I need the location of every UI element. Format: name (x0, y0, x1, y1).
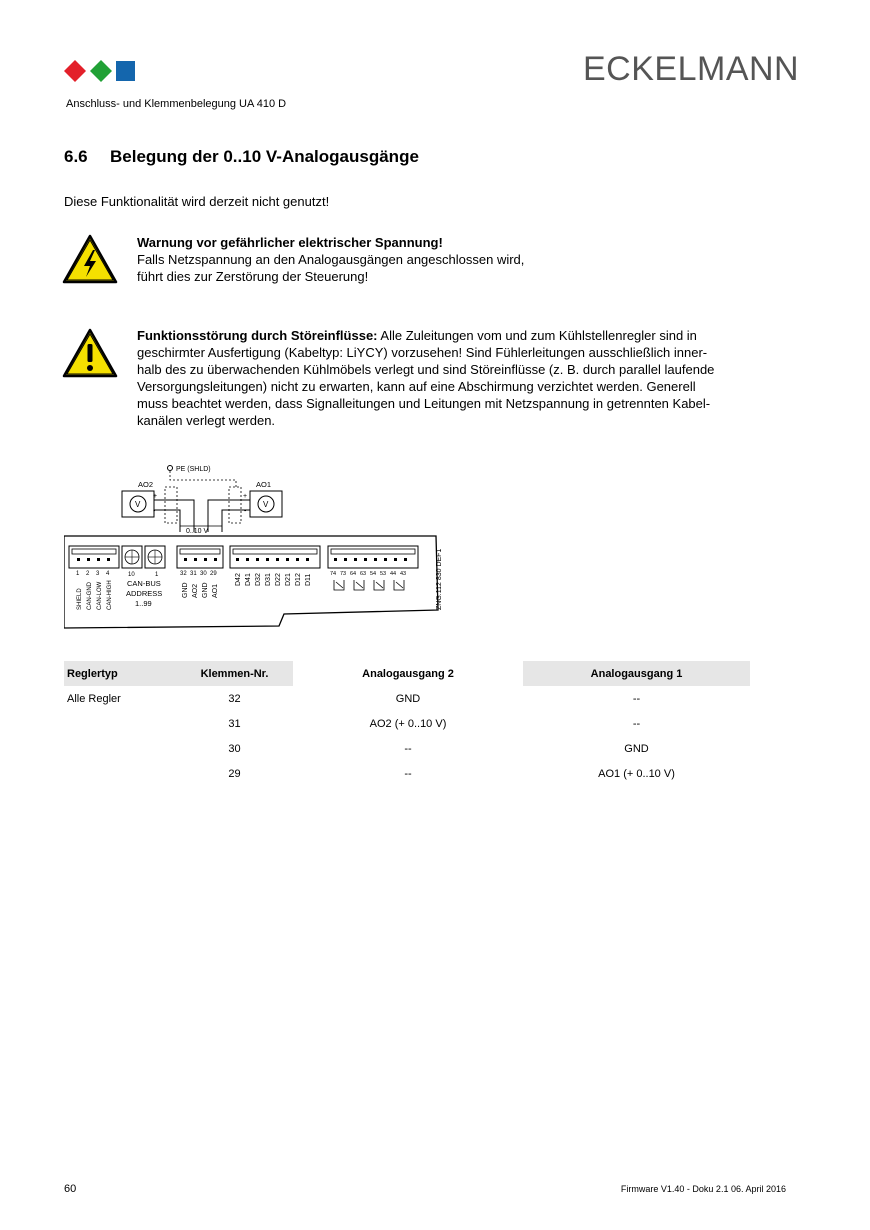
header-klemmen-nr: Klemmen-Nr. (176, 661, 293, 686)
warning-line: halb des zu überwachenden Kühlmöbels verlegt und sind Störeinflüsse (z. B. durch parallel laufende (137, 362, 715, 377)
address-label: ADDRESS (126, 589, 163, 598)
cell-reglertyp: Alle Regler (67, 692, 121, 705)
ao1-minus: - (244, 508, 247, 515)
can-label-high: CAN-HIGH (107, 580, 113, 610)
section-title: Belegung der 0..10 V-Analogausgänge (110, 147, 419, 166)
di-label-d22: D22 (275, 573, 282, 586)
cell-ao1: -- (632, 717, 641, 730)
relay-num-73: 73 (340, 571, 347, 577)
cell-ao2: AO2 (+ 0..10 V) (369, 717, 447, 730)
relay-num-74: 74 (330, 571, 337, 577)
cell-klemme: 31 (228, 717, 241, 730)
ao-num-32: 32 (180, 571, 187, 577)
di-label-d42: D42 (235, 573, 242, 586)
intro-text: Diese Funktionalität wird derzeit nicht genutzt! (64, 194, 330, 209)
table-row (64, 686, 750, 711)
cell-ao2: -- (404, 742, 412, 755)
cell-reglertyp (64, 736, 176, 761)
cell-klemme: 32 (228, 692, 241, 705)
can-num-1: 1 (76, 571, 80, 577)
can-num-4: 4 (106, 571, 110, 577)
ao-num-31: 31 (190, 571, 197, 577)
di-label-d31: D31 (265, 573, 272, 586)
cell-ao1: AO1 (+ 0..10 V) (598, 767, 675, 780)
cell-reglertyp (64, 711, 176, 736)
cell-klemme: 30 (228, 742, 241, 755)
warning-electrical (137, 234, 524, 285)
header-analogausgang-2: Analogausgang 2 (362, 667, 454, 680)
section-number: 6.6 (64, 147, 88, 166)
relay-num-64: 64 (350, 571, 357, 577)
pe-label: PE (SHLD) (176, 466, 211, 473)
eckelmann-logo-icon (64, 60, 136, 82)
warning-heading: Funktionsstörung durch Störeinflüsse: (137, 328, 378, 343)
warning-line: Versorgungsleitungen) nicht zu erwarten, kann auf eine Abschirmung verzichtet werden. Generell (137, 379, 696, 394)
range-label: 0..10 V (186, 528, 209, 535)
header-reglertyp: Reglertyp (64, 661, 176, 686)
cell-reglertyp (64, 761, 176, 786)
warning-line: kanälen verlegt werden. (137, 413, 276, 428)
drawing-id: ZNG:112 830 DEF1 (436, 548, 443, 610)
can-label-gnd: CAN-GND (87, 582, 93, 610)
can-num-3: 3 (96, 571, 100, 577)
can-bus-label: CAN-BUS (127, 579, 161, 588)
di-label-d12: D12 (295, 573, 302, 586)
relay-num-63: 63 (360, 571, 367, 577)
cell-ao2: GND (395, 692, 421, 705)
ao-num-30: 30 (200, 571, 207, 577)
warning-interference (137, 327, 714, 429)
cell-klemme: 29 (228, 767, 241, 780)
di-label-d21: D21 (285, 573, 292, 586)
terminal-wiring-diagram (64, 460, 448, 632)
warning-line: führt dies zur Zerstörung der Steuerung! (137, 269, 369, 284)
di-label-d11: D11 (305, 573, 312, 586)
header-analogausgang-1: Analogausgang 1 (523, 661, 750, 686)
ao2-label: AO2 (138, 480, 154, 489)
ao-label-ao2: AO2 (192, 583, 199, 598)
relay-num-43: 43 (400, 571, 407, 577)
ao1-plus: + (243, 493, 248, 500)
cell-ao1: GND (624, 742, 649, 755)
warning-line: Falls Netzspannung an den Analogausgängen angeschlossen wird, (137, 252, 525, 267)
ao1-label: AO1 (256, 480, 272, 489)
general-warning-icon (62, 328, 118, 378)
table-row (64, 761, 750, 786)
ao2-minus: - (153, 508, 156, 515)
address-ones: 1 (155, 572, 159, 578)
warning-heading: Warnung vor gefährlicher elektrischer Spannung! (137, 235, 443, 250)
address-range: 1..99 (135, 599, 152, 608)
relay-num-44: 44 (390, 571, 397, 577)
ao-num-29: 29 (210, 571, 217, 577)
can-num-2: 2 (86, 571, 90, 577)
di-label-d32: D32 (255, 573, 262, 586)
di-label-d41: D41 (245, 573, 252, 586)
brand-wordmark: ECKELMANN (583, 50, 800, 88)
warning-line: geschirmter Ausfertigung (Kabeltyp: LiYCY) vorzusehen! Sind Fühlerleitungen ausschließlich inner- (137, 345, 708, 360)
ao2-plus: + (153, 493, 158, 500)
can-label-shield: SHIELD (77, 588, 83, 610)
address-tens: 10 (128, 572, 135, 578)
ao-label-gnd: GND (182, 582, 189, 598)
terminal-assignment-table (64, 661, 750, 786)
relay-num-53: 53 (380, 571, 387, 577)
relay-contact-symbols (334, 580, 404, 590)
ao-label-ao1: AO1 (212, 583, 219, 598)
can-label-low: CAN-LOW (97, 581, 103, 610)
warning-line (137, 327, 714, 344)
electrical-hazard-icon (62, 234, 118, 284)
cell-ao1: -- (632, 692, 641, 705)
cell-ao2: -- (404, 767, 412, 780)
table-row (64, 736, 750, 761)
warning-line-rest: Alle Zuleitungen vom und zum Kühlstellenregler sind in (377, 328, 697, 343)
footer-info: Firmware V1.40 - Doku 2.1 06. April 2016 (620, 1184, 786, 1194)
ao-label-gnd2: GND (202, 582, 209, 598)
relay-num-54: 54 (370, 571, 377, 577)
ao2-volt: V (135, 500, 141, 509)
warning-line: muss beachtet werden, dass Signalleitungen und Leitungen mit Netzspannung in getrennten Kabel- (137, 396, 711, 411)
table-header-row (64, 661, 750, 686)
section-heading (64, 147, 419, 167)
table-row (64, 711, 750, 736)
ao1-volt: V (263, 500, 269, 509)
document-subtitle: Anschluss- und Klemmenbelegung UA 410 D (66, 98, 287, 110)
page-number: 60 (64, 1183, 77, 1195)
